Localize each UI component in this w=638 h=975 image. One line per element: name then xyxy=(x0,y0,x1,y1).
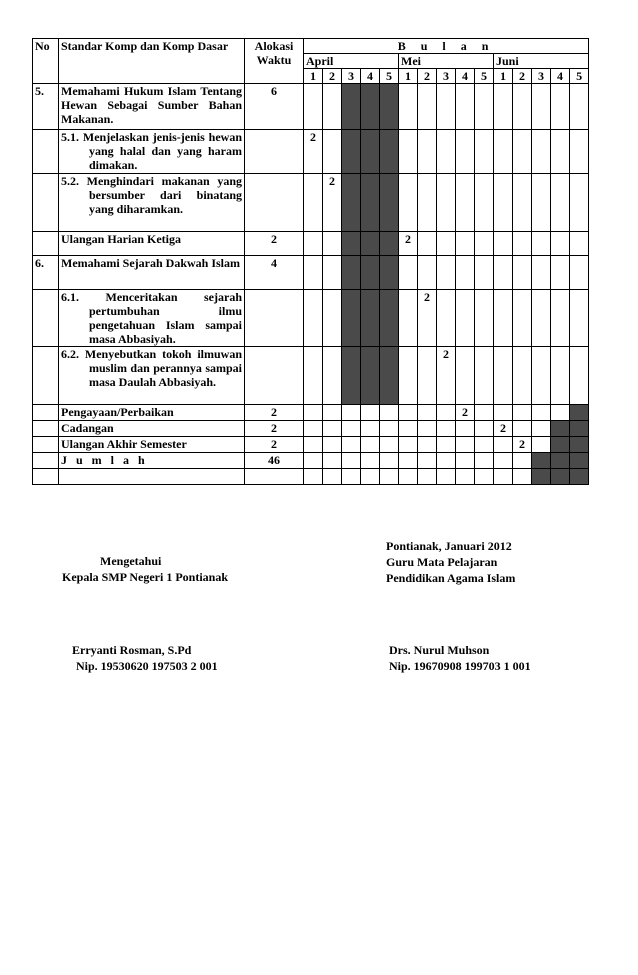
week-cell xyxy=(304,256,323,290)
week-header-3: 3 xyxy=(342,69,361,84)
week-cell xyxy=(323,453,342,469)
week-cell xyxy=(437,437,456,453)
row-alokasi: 2 xyxy=(245,405,304,421)
schedule-table xyxy=(32,38,589,485)
week-cell xyxy=(304,453,323,469)
signature-right-line2: Pendidikan Agama Islam xyxy=(386,571,516,585)
week-cell xyxy=(323,469,342,485)
week-cell xyxy=(532,347,551,405)
week-cell xyxy=(418,174,437,232)
week-cell xyxy=(361,347,380,405)
week-cell xyxy=(437,232,456,256)
week-cell xyxy=(361,405,380,421)
week-cell xyxy=(418,469,437,485)
table-row xyxy=(33,84,589,130)
week-header-2: 2 xyxy=(323,69,342,84)
week-cell xyxy=(494,453,513,469)
week-cell xyxy=(342,437,361,453)
week-cell xyxy=(532,437,551,453)
week-cell xyxy=(570,256,589,290)
week-cell xyxy=(551,290,570,347)
week-cell xyxy=(494,469,513,485)
week-cell xyxy=(532,290,551,347)
row-kompetensi-text: 6.1. Menceritakan sejarah pertumbuhan ilmu pengetahuan Islam sampai masa Abbasiyah. xyxy=(61,290,242,346)
week-cell xyxy=(380,174,399,232)
week-cell xyxy=(342,290,361,347)
table-row xyxy=(33,130,589,174)
week-cell xyxy=(456,347,475,405)
week-cell xyxy=(475,421,494,437)
week-cell xyxy=(570,421,589,437)
week-cell: 2 xyxy=(494,421,513,437)
week-cell xyxy=(475,405,494,421)
table-row xyxy=(33,290,589,347)
header-kompetensi: Standar Komp dan Komp Dasar xyxy=(59,39,245,84)
week-cell xyxy=(437,290,456,347)
week-cell xyxy=(323,84,342,130)
row-no xyxy=(33,437,59,453)
header-waktu-label: Waktu xyxy=(256,53,292,67)
week-cell xyxy=(475,469,494,485)
week-cell xyxy=(380,256,399,290)
row-alokasi: 46 xyxy=(245,453,304,469)
week-cell xyxy=(551,84,570,130)
week-cell xyxy=(304,290,323,347)
week-cell xyxy=(551,453,570,469)
week-cell: 2 xyxy=(456,405,475,421)
week-header-5: 5 xyxy=(380,69,399,84)
week-cell xyxy=(456,437,475,453)
week-cell xyxy=(494,256,513,290)
row-kompetensi xyxy=(59,174,245,232)
week-cell xyxy=(399,84,418,130)
row-alokasi xyxy=(245,130,304,174)
week-cell xyxy=(513,290,532,347)
week-cell xyxy=(380,453,399,469)
row-no: 6. xyxy=(33,256,59,290)
row-no xyxy=(33,405,59,421)
week-header-14: 4 xyxy=(551,69,570,84)
week-cell xyxy=(418,405,437,421)
week-cell xyxy=(513,84,532,130)
week-cell xyxy=(437,453,456,469)
week-cell xyxy=(494,347,513,405)
row-kompetensi: Memahami Hukum Islam Tentang Hewan Sebagai Sumber Bahan Makanan. xyxy=(59,84,245,130)
week-cell xyxy=(532,405,551,421)
table-row xyxy=(33,469,589,485)
week-cell xyxy=(380,347,399,405)
week-cell xyxy=(475,256,494,290)
week-cell: 2 xyxy=(304,130,323,174)
table-row xyxy=(33,437,589,453)
signature-left-line2: Kepala SMP Negeri 1 Pontianak xyxy=(62,570,228,584)
week-cell xyxy=(380,469,399,485)
week-cell xyxy=(380,437,399,453)
week-cell xyxy=(456,174,475,232)
week-cell xyxy=(532,421,551,437)
week-cell xyxy=(437,469,456,485)
week-cell xyxy=(494,405,513,421)
signature-left-office xyxy=(62,569,228,585)
week-cell xyxy=(551,130,570,174)
week-header-10: 5 xyxy=(475,69,494,84)
week-header-7: 2 xyxy=(418,69,437,84)
week-cell xyxy=(456,130,475,174)
week-cell xyxy=(342,174,361,232)
week-cell xyxy=(418,421,437,437)
week-cell xyxy=(437,130,456,174)
week-cell xyxy=(437,405,456,421)
week-cell xyxy=(551,405,570,421)
week-cell xyxy=(570,290,589,347)
week-cell xyxy=(532,453,551,469)
week-cell xyxy=(361,453,380,469)
week-cell xyxy=(323,130,342,174)
signature-left-nip: Nip. 19530620 197503 2 001 xyxy=(76,659,218,673)
header-alokasi xyxy=(245,39,304,84)
week-cell xyxy=(513,256,532,290)
week-cell xyxy=(570,130,589,174)
row-kompetensi xyxy=(59,130,245,174)
week-cell xyxy=(437,421,456,437)
row-kompetensi: Cadangan xyxy=(59,421,245,437)
week-cell xyxy=(532,256,551,290)
week-cell xyxy=(342,421,361,437)
week-cell xyxy=(551,174,570,232)
row-kompetensi-text: 5.1. Menjelaskan jenis-jenis hewan yang halal dan yang haram dimakan. xyxy=(61,130,242,172)
week-cell xyxy=(532,130,551,174)
month-april: April xyxy=(304,54,399,69)
week-cell xyxy=(570,405,589,421)
week-cell xyxy=(532,469,551,485)
week-cell xyxy=(570,84,589,130)
week-cell xyxy=(532,232,551,256)
row-kompetensi-text: 6.2. Menyebutkan tokoh ilmuwan muslim dan perannya sampai masa Daulah Abbasiyah. xyxy=(61,347,242,389)
week-cell xyxy=(361,256,380,290)
week-cell xyxy=(380,130,399,174)
week-cell xyxy=(380,421,399,437)
week-header-4: 4 xyxy=(361,69,380,84)
week-cell: 2 xyxy=(513,437,532,453)
week-cell xyxy=(399,469,418,485)
week-cell xyxy=(380,290,399,347)
week-cell xyxy=(456,256,475,290)
week-cell xyxy=(342,232,361,256)
week-cell xyxy=(551,256,570,290)
signature-right-line1: Guru Mata Pelajaran xyxy=(386,555,498,569)
signature-left-block xyxy=(72,642,218,674)
week-cell xyxy=(494,290,513,347)
week-cell xyxy=(475,232,494,256)
signature-left-line1: Mengetahui xyxy=(100,554,162,568)
week-cell xyxy=(456,421,475,437)
week-cell xyxy=(361,130,380,174)
week-cell xyxy=(475,290,494,347)
month-mei: Mei xyxy=(399,54,494,69)
week-cell xyxy=(418,347,437,405)
week-cell xyxy=(456,84,475,130)
signature-right-sign xyxy=(389,642,531,674)
week-cell xyxy=(304,405,323,421)
week-cell xyxy=(475,347,494,405)
week-cell xyxy=(361,437,380,453)
row-no xyxy=(33,421,59,437)
week-cell xyxy=(475,453,494,469)
week-cell xyxy=(475,174,494,232)
row-kompetensi xyxy=(59,469,245,485)
week-cell xyxy=(323,421,342,437)
week-cell xyxy=(513,130,532,174)
week-cell xyxy=(456,453,475,469)
week-cell xyxy=(399,421,418,437)
row-kompetensi xyxy=(59,347,245,405)
row-no xyxy=(33,469,59,485)
week-cell xyxy=(399,347,418,405)
week-cell xyxy=(513,453,532,469)
week-cell xyxy=(475,84,494,130)
week-cell xyxy=(361,232,380,256)
signature-right-name: Drs. Nurul Muhson xyxy=(389,643,490,657)
row-kompetensi: Pengayaan/Perbaikan xyxy=(59,405,245,421)
week-cell xyxy=(399,405,418,421)
row-no: 5. xyxy=(33,84,59,130)
row-alokasi xyxy=(245,290,304,347)
week-cell xyxy=(494,437,513,453)
week-cell xyxy=(323,232,342,256)
week-cell xyxy=(304,174,323,232)
table-row xyxy=(33,256,589,290)
table-row xyxy=(33,174,589,232)
week-header-6: 1 xyxy=(399,69,418,84)
week-cell xyxy=(570,174,589,232)
week-cell xyxy=(418,130,437,174)
week-cell xyxy=(513,405,532,421)
week-header-9: 4 xyxy=(456,69,475,84)
week-cell xyxy=(494,130,513,174)
week-cell xyxy=(418,256,437,290)
week-cell xyxy=(361,174,380,232)
week-cell xyxy=(494,84,513,130)
week-cell xyxy=(437,84,456,130)
week-header-15: 5 xyxy=(570,69,589,84)
week-cell: 2 xyxy=(418,290,437,347)
row-alokasi: 2 xyxy=(245,421,304,437)
week-cell xyxy=(380,84,399,130)
week-cell xyxy=(342,84,361,130)
week-cell xyxy=(304,469,323,485)
week-cell xyxy=(570,232,589,256)
row-alokasi: 2 xyxy=(245,232,304,256)
week-cell xyxy=(342,130,361,174)
week-cell xyxy=(570,347,589,405)
week-cell xyxy=(304,232,323,256)
table-row xyxy=(33,347,589,405)
week-cell xyxy=(361,290,380,347)
week-cell xyxy=(304,437,323,453)
table-row xyxy=(33,232,589,256)
row-alokasi: 4 xyxy=(245,256,304,290)
week-cell xyxy=(361,421,380,437)
week-cell xyxy=(380,232,399,256)
week-cell xyxy=(323,347,342,405)
row-kompetensi-text: 5.2. Menghindari makanan yang bersumber dari binatang yang diharamkan. xyxy=(61,174,242,216)
week-cell xyxy=(418,84,437,130)
week-cell xyxy=(304,347,323,405)
row-alokasi xyxy=(245,469,304,485)
signature-left-name: Erryanti Rosman, S.Pd xyxy=(72,643,192,657)
table-row xyxy=(33,405,589,421)
week-cell xyxy=(513,174,532,232)
week-cell xyxy=(418,453,437,469)
week-cell xyxy=(399,437,418,453)
week-cell xyxy=(551,469,570,485)
week-cell xyxy=(570,453,589,469)
row-no xyxy=(33,232,59,256)
week-cell xyxy=(475,130,494,174)
signature-right-block xyxy=(386,538,515,586)
row-no xyxy=(33,174,59,232)
week-cell xyxy=(342,256,361,290)
week-cell xyxy=(456,232,475,256)
week-cell xyxy=(323,437,342,453)
row-kompetensi xyxy=(59,290,245,347)
week-cell xyxy=(456,290,475,347)
week-cell xyxy=(323,256,342,290)
row-no xyxy=(33,130,59,174)
row-kompetensi: Ulangan Harian Ketiga xyxy=(59,232,245,256)
week-cell xyxy=(570,437,589,453)
row-alokasi: 2 xyxy=(245,437,304,453)
week-cell xyxy=(570,469,589,485)
header-no: No xyxy=(33,39,59,84)
week-cell xyxy=(361,469,380,485)
header-bulan: B u l a n xyxy=(304,39,589,54)
week-cell xyxy=(399,174,418,232)
week-cell xyxy=(475,437,494,453)
week-cell xyxy=(323,290,342,347)
week-cell xyxy=(418,232,437,256)
week-cell xyxy=(323,405,342,421)
week-cell xyxy=(513,421,532,437)
week-header-1: 1 xyxy=(304,69,323,84)
week-cell xyxy=(304,421,323,437)
week-cell xyxy=(342,347,361,405)
week-cell xyxy=(342,453,361,469)
week-cell xyxy=(399,130,418,174)
week-cell: 2 xyxy=(323,174,342,232)
week-cell xyxy=(380,405,399,421)
week-cell xyxy=(342,405,361,421)
week-cell xyxy=(551,232,570,256)
week-cell xyxy=(304,84,323,130)
row-kompetensi: J u m l a h xyxy=(59,453,245,469)
week-cell xyxy=(532,84,551,130)
week-cell xyxy=(456,469,475,485)
week-cell xyxy=(513,347,532,405)
week-cell xyxy=(361,84,380,130)
week-cell: 2 xyxy=(399,232,418,256)
week-cell xyxy=(551,347,570,405)
week-cell xyxy=(551,437,570,453)
row-kompetensi: Ulangan Akhir Semester xyxy=(59,437,245,453)
week-cell: 2 xyxy=(437,347,456,405)
week-cell xyxy=(437,256,456,290)
row-kompetensi: Memahami Sejarah Dakwah Islam xyxy=(59,256,245,290)
table-row xyxy=(33,453,589,469)
week-cell xyxy=(494,174,513,232)
week-cell xyxy=(399,256,418,290)
signature-right-nip: Nip. 19670908 199703 1 001 xyxy=(389,659,531,673)
row-alokasi: 6 xyxy=(245,84,304,130)
signature-right-place-date: Pontianak, Januari 2012 xyxy=(386,539,512,553)
month-juni: Juni xyxy=(494,54,589,69)
week-cell xyxy=(494,232,513,256)
week-cell xyxy=(532,174,551,232)
table-row xyxy=(33,421,589,437)
row-alokasi xyxy=(245,174,304,232)
week-header-13: 3 xyxy=(532,69,551,84)
row-alokasi xyxy=(245,347,304,405)
week-cell xyxy=(342,469,361,485)
header-alokasi-label: Alokasi xyxy=(254,39,294,53)
row-no xyxy=(33,347,59,405)
week-cell xyxy=(437,174,456,232)
week-cell xyxy=(399,290,418,347)
week-header-12: 2 xyxy=(513,69,532,84)
row-no xyxy=(33,290,59,347)
week-header-8: 3 xyxy=(437,69,456,84)
week-cell xyxy=(513,232,532,256)
week-cell xyxy=(551,421,570,437)
row-no xyxy=(33,453,59,469)
week-cell xyxy=(513,469,532,485)
week-cell xyxy=(399,453,418,469)
signature-left-title xyxy=(100,553,161,569)
week-header-11: 1 xyxy=(494,69,513,84)
week-cell xyxy=(418,437,437,453)
